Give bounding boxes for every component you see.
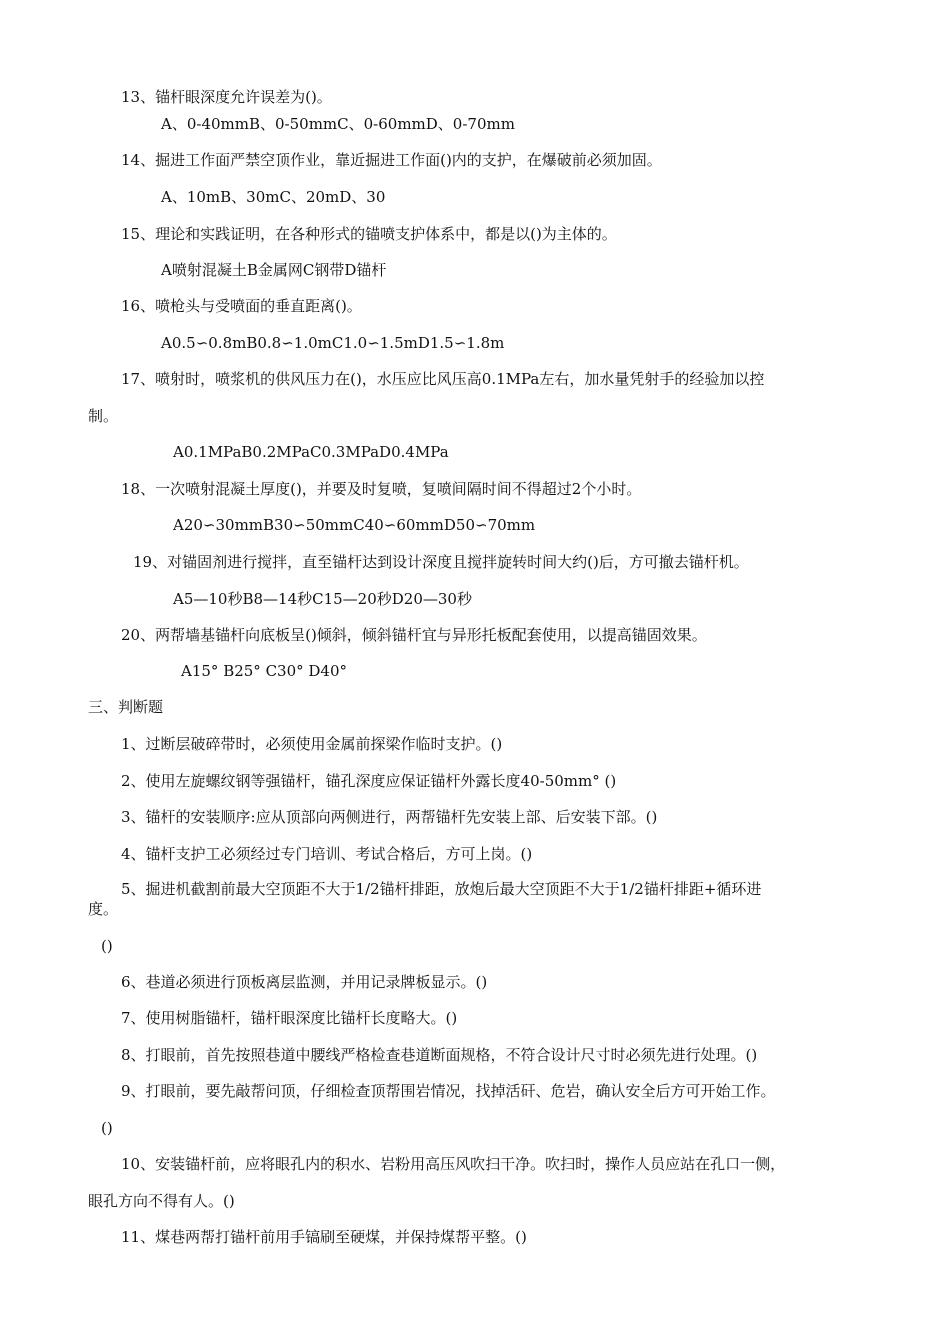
question-17: 17、喷射时，喷浆机的供风压力在()，水压应比风压高0.1MPa左右，加水量凭射手的经验加以控 (121, 370, 765, 388)
judgment-2: 2、使用左旋螺纹钢等强锚杆，锚孔深度应保证锚杆外露长度40-50mm° () (121, 772, 617, 790)
question-20: 20、两帮墙基锚杆向底板呈()倾斜，倾斜锚杆宜与异形托板配套使用，以提高锚固效果。 (121, 626, 707, 644)
judgment-8: 8、打眼前，首先按照巷道中腰线严格检查巷道断面规格，不符合设计尺寸时必须先进行处理。() (121, 1046, 758, 1064)
judgment-10: 10、安装锚杆前，应将眼孔内的积水、岩粉用高压风吹扫干净。吹扫时，操作人员应站在孔口一侧， (121, 1155, 786, 1173)
question-16: 16、喷枪头与受喷面的垂直距离()。 (121, 297, 362, 315)
options-17: A0.1MPaB0.2MPaC0.3MPaD0.4MPa (173, 443, 449, 461)
judgment-10-cont: 眼孔方向不得有人。() (88, 1192, 235, 1210)
judgment-5: 5、掘进机截割前最大空顶距不大于1/2锚杆排距，放炮后最大空顶距不大于1/2锚杆排距+循环进 (121, 880, 762, 898)
options-15: A喷射混凝土B金属网C钢带D锚杆 (161, 261, 387, 279)
question-14: 14、掘进工作面严禁空顶作业，靠近掘进工作面()内的支护，在爆破前必须加固。 (121, 151, 662, 169)
question-13: 13、锚杆眼深度允许误差为()。 (121, 88, 332, 106)
section-heading: 三、判断题 (88, 698, 164, 716)
judgment-6: 6、巷道必须进行顶板离层监测，并用记录牌板显示。() (121, 973, 488, 991)
options-19: A5—10秒B8—14秒C15—20秒D20—30秒 (173, 590, 472, 608)
question-19: 19、对锚固剂进行搅拌，直至锚杆达到设计深度且搅拌旋转时间大约()后，方可撤去锚杆机。 (133, 553, 749, 571)
judgment-3: 3、锚杆的安装顺序:应从顶部向两侧进行，两帮锚杆先安装上部、后安装下部。() (121, 808, 658, 826)
options-14: A、10mB、30mC、20mD、30 (161, 188, 386, 206)
judgment-4: 4、锚杆支护工必须经过专门培训、考试合格后，方可上岗。() (121, 845, 533, 863)
question-15: 15、理论和实践证明，在各种形式的锚喷支护体系中，都是以()为主体的。 (121, 225, 617, 243)
options-18: A20∽30mmB30∽50mmC40∽60mmD50∽70mm (173, 516, 536, 534)
judgment-1: 1、过断层破碎带时，必须使用金属前探梁作临时支护。() (121, 735, 503, 753)
question-17-cont: 制。 (88, 407, 119, 425)
judgment-5-cont: 度。 (88, 900, 119, 918)
judgment-11: 11、煤巷两帮打锚杆前用手镐刷至硬煤，并保持煤帮平整。() (121, 1228, 527, 1246)
options-20: A15° B25° C30° D40° (181, 662, 348, 680)
judgment-9-blank: () (101, 1119, 113, 1137)
judgment-9: 9、打眼前，要先敲帮问顶，仔细检查顶帮围岩情况，找掉活矸、危岩，确认安全后方可开始工作。 (121, 1082, 776, 1100)
judgment-5-blank: () (101, 937, 113, 955)
question-18: 18、一次喷射混凝土厚度()，并要及时复喷，复喷间隔时间不得超过2个小时。 (121, 480, 642, 498)
options-13: A、0-40mmB、0-50mmC、0-60mmD、0-70mm (161, 115, 515, 133)
judgment-7: 7、使用树脂锚杆，锚杆眼深度比锚杆长度略大。() (121, 1009, 458, 1027)
options-16: A0.5∽0.8mB0.8∽1.0mC1.0∽1.5mD1.5∽1.8m (161, 334, 505, 352)
